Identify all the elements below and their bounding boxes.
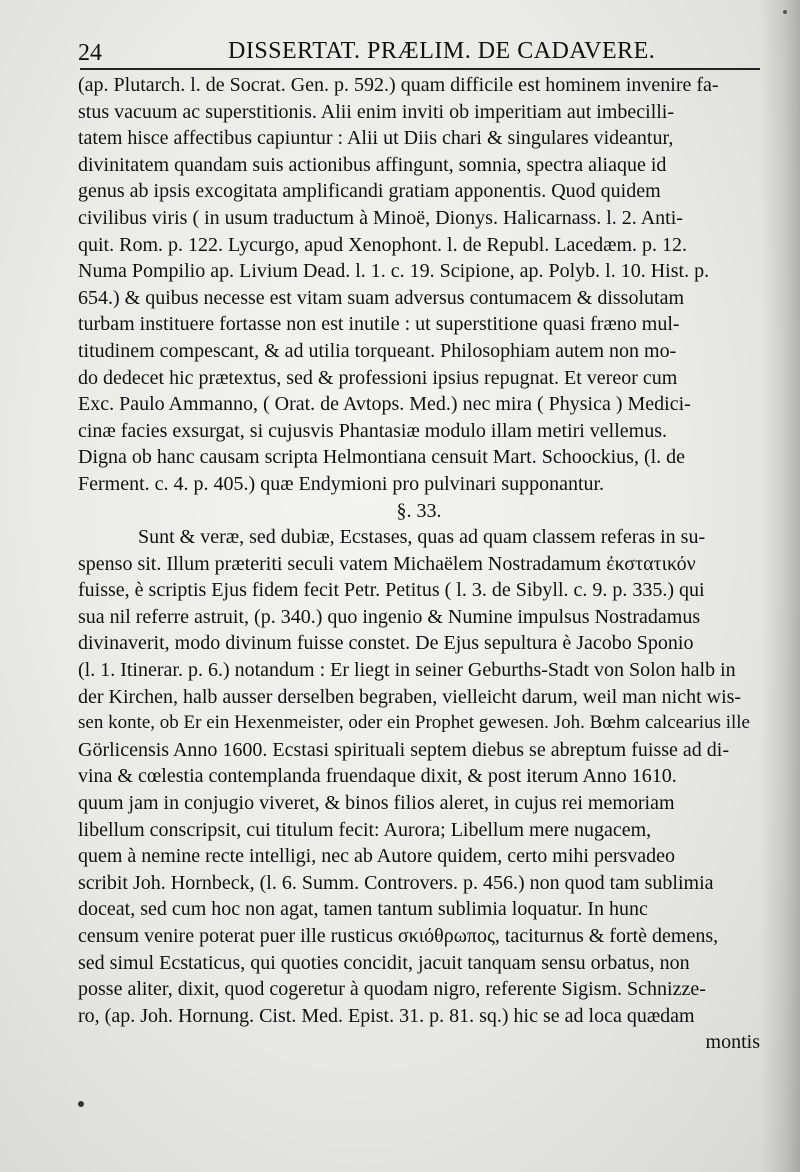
text-line: divinitatem quandam suis actionibus affingunt, somnia, spectra aliaque id — [78, 153, 667, 176]
text-line: vina & cœlestia contemplanda fruendaque dixit, & post iterum Anno 1610. — [78, 765, 677, 788]
text-line: fuisse, è scriptis Ejus fidem fecit Petr. Petitus ( l. 3. de Sibyll. c. 9. p. 335.) qui — [78, 579, 705, 602]
text-line: Digna ob hanc causam scripta Helmontiana censuit Mart. Schoockius, (l. de — [78, 446, 686, 469]
text-line: Ferment. c. 4. p. 405.) quæ Endymioni pro pulvinari supponantur. — [78, 472, 605, 495]
text-line: quum jam in conjugio viveret, & binos filios aleret, in cujus rei memoriam — [78, 792, 675, 815]
text-line: Numa Pompilio ap. Livium Dead. l. 1. c. 19. Scipione, ap. Polyb. l. 10. Hist. p. — [78, 260, 710, 283]
page-number: 24 — [78, 40, 102, 66]
text-line: censum venire poterat puer ille rusticus σκιόθρωπος, taciturnus & fortè demens, — [78, 925, 719, 947]
text-line: sed simul Ecstaticus, qui quoties concidit, jacuit tanquam sensu orbatus, non — [78, 951, 690, 974]
text-line: doceat, sed cum hoc non agat, tamen tantum sublimia loquatur. In hunc — [78, 898, 648, 921]
text-line: Exc. Paulo Ammanno, ( Orat. de Avtops. Med.) nec mira ( Physica ) Medici- — [78, 393, 691, 416]
text-line: do dedecet hic prætextus, sed & professioni ipsius repugnat. Et vereor cum — [78, 366, 678, 389]
text-line: genus ab ipsis excogitata amplificandi gratiam apponentis. Quod quidem — [78, 180, 661, 203]
page-gutter-shadow — [760, 0, 800, 1172]
text-line: sen konte, ob Er ein Hexenmeister, oder ein Prophet gewesen. Joh. Bœhm calcearius ille — [78, 712, 750, 734]
header-rule — [80, 68, 760, 70]
text-line: libellum conscripsit, cui titulum fecit: Aurora; Libellum mere nugacem, — [78, 818, 652, 841]
text-line: Görlicensis Anno 1600. Ecstasi spirituali septem diebus se abreptum fuisse ad di- — [78, 738, 729, 761]
text-line: (ap. Plutarch. l. de Socrat. Gen. p. 592.) quam difficile est hominem invenire fa- — [78, 74, 719, 96]
paper-speck — [78, 1101, 84, 1107]
text-line: cinæ facies exsurgat, si cujusvis Phantasiæ modulo illam metiri vellemus. — [78, 419, 667, 442]
text-line: sua nil referre astruit, (p. 340.) quo ingenio & Numine impulsus Nostradamus — [78, 605, 701, 628]
text-line: divinaverit, modo divinum fuisse constet. De Ejus sepultura è Jacobo Sponio — [78, 632, 694, 655]
paper-speck — [783, 10, 787, 14]
running-title: DISSERTAT. PRÆLIM. DE CADAVERE. — [228, 38, 656, 64]
text-line: Sunt & veræ, sed dubiæ, Ecstases, quas ad quam classem referas in su- — [138, 526, 706, 549]
text-line: 654.) & quibus necesse est vitam suam adversus contumacem & dissolutam — [78, 286, 684, 309]
text-line: turbam instituere fortasse non est inutile : ut superstitione quasi fræno mul- — [78, 313, 680, 336]
text-line: der Kirchen, halb ausser derselben begraben, vielleicht darum, weil man nicht wis- — [78, 685, 742, 708]
text-line: titudinem compescant, & ad utilia torqueant. Philosophiam autem non mo- — [78, 339, 677, 362]
text-line: quem à nemine recte intelligi, nec ab Autore quidem, certo mihi persvadeo — [78, 845, 676, 868]
text-line: (l. 1. Itinerar. p. 6.) notandum : Er liegt in seiner Geburths-Stadt von Solon halb in — [78, 659, 736, 682]
text-line: ro, (ap. Joh. Hornung. Cist. Med. Epist. 31. p. 81. sq.) hic se ad loca quædam — [78, 1004, 695, 1027]
text-line: civilibus viris ( in usum traductum à Minoë, Dionys. Halicarnass. l. 2. Anti- — [78, 206, 683, 229]
text-line: quit. Rom. p. 122. Lycurgo, apud Xenophont. l. de Republ. Lacedæm. p. 12. — [78, 233, 688, 256]
catchword: montis — [705, 1031, 760, 1054]
text-line: spenso sit. Illum præteriti seculi vatem Michaëlem Nostradamum ἐκστατικόν — [78, 552, 696, 575]
body-text — [78, 72, 760, 1056]
section-heading: §. 33. — [396, 499, 442, 522]
text-line: stus vacuum ac superstitionis. Alii enim inviti ob imperitiam aut imbecilli- — [78, 100, 675, 123]
page-header — [78, 34, 768, 68]
text-line: scribit Joh. Hornbeck, (l. 6. Summ. Controvers. p. 456.) non quod tam sublimia — [78, 871, 714, 894]
text-line: posse aliter, dixit, quod cogeretur à quodam nigro, referente Sigism. Schnizze- — [78, 978, 706, 1001]
text-line: tatem hisce affectibus capiuntur : Alii ut Diis chari & singulares videantur, — [78, 127, 674, 150]
